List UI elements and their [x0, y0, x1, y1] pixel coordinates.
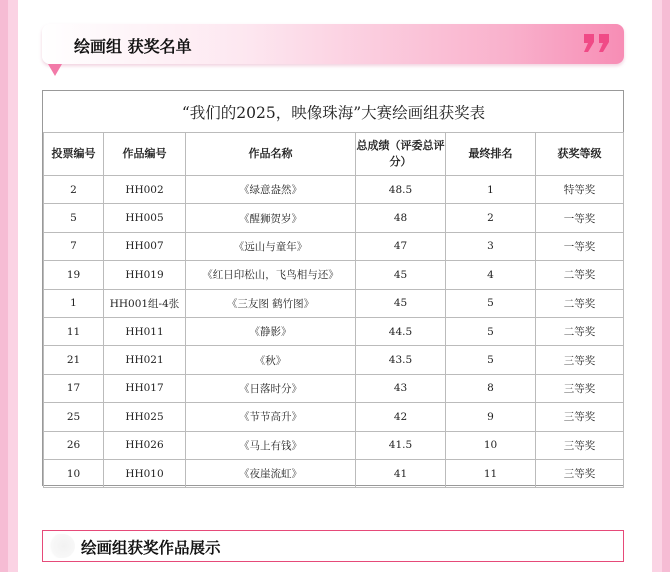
- awards-table: [42, 90, 624, 486]
- award-cell: 三等奖: [536, 346, 624, 374]
- rank-cell: 5: [446, 317, 536, 345]
- vote-number-cell: 11: [44, 317, 104, 345]
- column-header: 总成绩（评委总评分）: [356, 133, 446, 176]
- column-header: 投票编号: [44, 133, 104, 176]
- heading-decoration: [47, 534, 75, 558]
- column-header: 作品名称: [186, 133, 356, 176]
- right-border-stripe: [662, 0, 670, 572]
- score-cell: 45: [356, 261, 446, 289]
- award-cell: 二等奖: [536, 289, 624, 317]
- vote-number-cell: 1: [44, 289, 104, 317]
- work-number-cell: HH005: [104, 204, 186, 232]
- column-header: 作品编号: [104, 133, 186, 176]
- table-header-row: [44, 133, 624, 176]
- work-title-cell: 《日落时分》: [186, 374, 356, 402]
- rank-cell: 2: [446, 204, 536, 232]
- award-cell: 二等奖: [536, 317, 624, 345]
- rank-cell: 11: [446, 459, 536, 487]
- table-row: [44, 289, 624, 317]
- column-header: 最终排名: [446, 133, 536, 176]
- score-cell: 48.5: [356, 176, 446, 204]
- content-card: [18, 0, 652, 572]
- work-number-cell: HH011: [104, 317, 186, 345]
- score-cell: 43.5: [356, 346, 446, 374]
- work-title-cell: 《马上有钱》: [186, 431, 356, 459]
- score-cell: 41.5: [356, 431, 446, 459]
- score-cell: 42: [356, 403, 446, 431]
- award-cell: 一等奖: [536, 204, 624, 232]
- score-cell: 45: [356, 289, 446, 317]
- award-cell: 三等奖: [536, 374, 624, 402]
- banner-title: 绘画组 获奖名单: [74, 37, 192, 56]
- section-banner: [42, 24, 624, 64]
- vote-number-cell: 21: [44, 346, 104, 374]
- table-row: [44, 431, 624, 459]
- rank-cell: 10: [446, 431, 536, 459]
- work-number-cell: HH017: [104, 374, 186, 402]
- work-title-cell: 《红日印松山，飞鸟相与还》: [186, 261, 356, 289]
- work-number-cell: HH002: [104, 176, 186, 204]
- table-row: [44, 232, 624, 260]
- work-number-cell: HH019: [104, 261, 186, 289]
- vote-number-cell: 19: [44, 261, 104, 289]
- table-row: [44, 317, 624, 345]
- work-title-cell: 《节节高升》: [186, 403, 356, 431]
- section-title: 绘画组获奖作品展示: [81, 539, 221, 557]
- left-border-stripe: [0, 0, 8, 572]
- table-caption: “我们的2025，映像珠海”大赛绘画组获奖表: [44, 91, 624, 133]
- score-cell: 44.5: [356, 317, 446, 345]
- vote-number-cell: 26: [44, 431, 104, 459]
- score-cell: 43: [356, 374, 446, 402]
- work-title-cell: 《秋》: [186, 346, 356, 374]
- rank-cell: 1: [446, 176, 536, 204]
- vote-number-cell: 17: [44, 374, 104, 402]
- work-title-cell: 《远山与童年》: [186, 232, 356, 260]
- vote-number-cell: 10: [44, 459, 104, 487]
- rank-cell: 4: [446, 261, 536, 289]
- work-title-cell: 《三友图 鹤竹图》: [186, 289, 356, 317]
- rank-cell: 8: [446, 374, 536, 402]
- banner-pointer: [48, 64, 62, 76]
- work-number-cell: HH026: [104, 431, 186, 459]
- table-row: [44, 346, 624, 374]
- table-row: [44, 459, 624, 487]
- table-row: [44, 176, 624, 204]
- vote-number-cell: 2: [44, 176, 104, 204]
- work-number-cell: HH010: [104, 459, 186, 487]
- award-cell: 二等奖: [536, 261, 624, 289]
- work-title-cell: 《静影》: [186, 317, 356, 345]
- table-row: [44, 374, 624, 402]
- column-header: 获奖等级: [536, 133, 624, 176]
- work-number-cell: HH001组-4张: [104, 289, 186, 317]
- work-number-cell: HH025: [104, 403, 186, 431]
- rank-cell: 5: [446, 346, 536, 374]
- award-cell: 三等奖: [536, 459, 624, 487]
- quote-icon: [582, 32, 614, 54]
- work-title-cell: 《夜崖流虹》: [186, 459, 356, 487]
- work-title-cell: 《醒狮贺岁》: [186, 204, 356, 232]
- score-cell: 41: [356, 459, 446, 487]
- score-cell: 47: [356, 232, 446, 260]
- section-heading-works: [42, 530, 624, 562]
- award-cell: 特等奖: [536, 176, 624, 204]
- vote-number-cell: 25: [44, 403, 104, 431]
- table-row: [44, 204, 624, 232]
- award-cell: 三等奖: [536, 403, 624, 431]
- rank-cell: 9: [446, 403, 536, 431]
- vote-number-cell: 5: [44, 204, 104, 232]
- work-number-cell: HH007: [104, 232, 186, 260]
- award-cell: 一等奖: [536, 232, 624, 260]
- work-title-cell: 《绿意盎然》: [186, 176, 356, 204]
- table-row: [44, 403, 624, 431]
- score-cell: 48: [356, 204, 446, 232]
- rank-cell: 5: [446, 289, 536, 317]
- work-number-cell: HH021: [104, 346, 186, 374]
- rank-cell: 3: [446, 232, 536, 260]
- award-cell: 三等奖: [536, 431, 624, 459]
- table-row: [44, 261, 624, 289]
- vote-number-cell: 7: [44, 232, 104, 260]
